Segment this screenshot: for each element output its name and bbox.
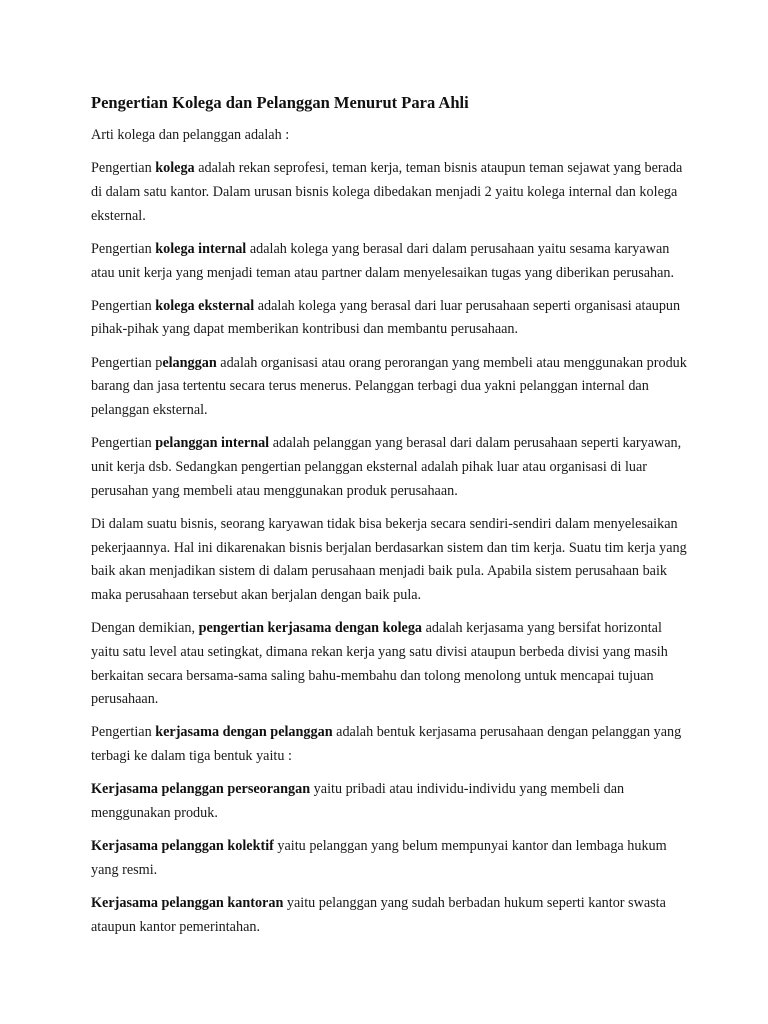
text-segment: adalah kolega yang berasal dari dalam perusahaan yaitu sesama karyawan atau unit kerja yang menjadi teman atau partner dalam menyelesaikan tugas yang diberikan perusahan. <box>91 240 675 281</box>
paragraph-kolega <box>91 157 689 228</box>
bold-term: Kerjasama pelanggan kantoran <box>91 895 284 912</box>
text-segment: Pengertian <box>91 724 156 741</box>
text-segment: Arti kolega dan pelanggan adalah : <box>91 127 290 143</box>
bold-term: kolega eksternal <box>155 297 255 314</box>
text-segment: Pengertian <box>91 160 156 177</box>
text-segment: Pengertian <box>91 297 156 314</box>
bold-term: Kerjasama pelanggan kolektif <box>91 838 274 855</box>
paragraph-bisnis <box>91 513 689 608</box>
text-segment: adalah bentuk kerjasama perusahaan dengan pelanggan yang terbagi ke dalam tiga bentuk yaitu : <box>91 724 682 765</box>
bold-term: pelanggan internal <box>155 435 270 452</box>
paragraph-pelanggan-internal <box>91 432 689 503</box>
document-title: Pengertian Kolega dan Pelanggan Menurut Para Ahli <box>91 93 469 112</box>
paragraph-kolega-internal <box>91 238 689 285</box>
text-segment: adalah kolega yang berasal dari luar perusahaan seperti organisasi ataupun pihak-pihak yang dapat memberikan kontribusi dan membantu perusahaan. <box>91 297 681 338</box>
text-segment: Dengan demikian, <box>91 620 199 637</box>
text-segment: adalah pelanggan yang berasal dari dalam perusahaan seperti karyawan, unit kerja dsb. Sedangkan pengertian pelanggan eksternal adalah pihak luar atau organisasi di luar perusahan yang membeli atau menggunakan produk perusahaan. <box>91 435 682 499</box>
text-segment: adalah kerjasama yang bersifat horizontal yaitu satu level atau setingkat, dimana rekan kerja yang satu divisi ataupun berbeda divisi yang masih berkaitan secara bersama-sama saling bahu-membahu dan tolong menolong untuk mencapai tujuan perusahaan. <box>91 620 668 708</box>
paragraph-pelanggan <box>91 352 689 423</box>
paragraph-kolega-eksternal <box>91 295 689 342</box>
paragraph-kerjasama-pelanggan <box>91 721 689 768</box>
paragraph-intro <box>91 124 689 148</box>
text-segment: yaitu pelanggan yang sudah berbadan hukum seperti kantor swasta ataupun kantor pemerintahan. <box>91 895 666 935</box>
bold-term: kerjasama dengan pelanggan <box>155 724 333 741</box>
text-segment: Pengertian <box>91 240 156 257</box>
bold-term: kolega <box>155 160 195 177</box>
document-page <box>91 92 689 949</box>
text-segment: adalah rekan seprofesi, teman kerja, teman bisnis ataupun teman sejawat yang berada di dalam satu kantor. Dalam urusan bisnis kolega dibedakan menjadi 2 yaitu kolega internal dan kolega eksternal. <box>91 160 683 224</box>
bold-term: pengertian kerjasama dengan kolega <box>198 620 423 637</box>
text-segment: adalah organisasi atau orang perorangan yang membeli atau menggunakan produk barang dan jasa tertentu secara terus menerus. Pelanggan terbagi dua yakni pelanggan internal dan pelanggan eksternal. <box>91 354 687 419</box>
text-segment: yaitu pribadi atau individu-individu yang membeli dan menggunakan produk. <box>91 781 625 822</box>
text-segment: Pengertian <box>91 435 156 452</box>
paragraph-kantoran <box>91 892 689 939</box>
paragraph-kolektif <box>91 835 689 882</box>
bold-term: Kerjasama pelanggan perseorangan <box>91 781 311 798</box>
text-segment: Di dalam suatu bisnis, seorang karyawan tidak bisa bekerja secara sendiri-sendiri dalam menyelesaikan pekerjaannya. Hal ini dikarenakan bisnis berjalan berdasarkan sistem dan tim kerja. Suatu tim kerja yang baik akan menjadikan sistem di dalam perusahaan menjadi baik pula. Apabila sistem perusahaan baik maka perusahaan tersebut akan berjalan dengan baik pula. <box>91 515 687 603</box>
bold-term: elanggan <box>162 354 217 371</box>
text-segment: Pengertian p <box>91 354 163 371</box>
bold-term: kolega internal <box>155 240 247 257</box>
text-segment: yaitu pelanggan yang belum mempunyai kantor dan lembaga hukum yang resmi. <box>91 838 667 878</box>
paragraph-perseorangan <box>91 778 689 825</box>
paragraph-kerjasama-kolega <box>91 617 689 712</box>
